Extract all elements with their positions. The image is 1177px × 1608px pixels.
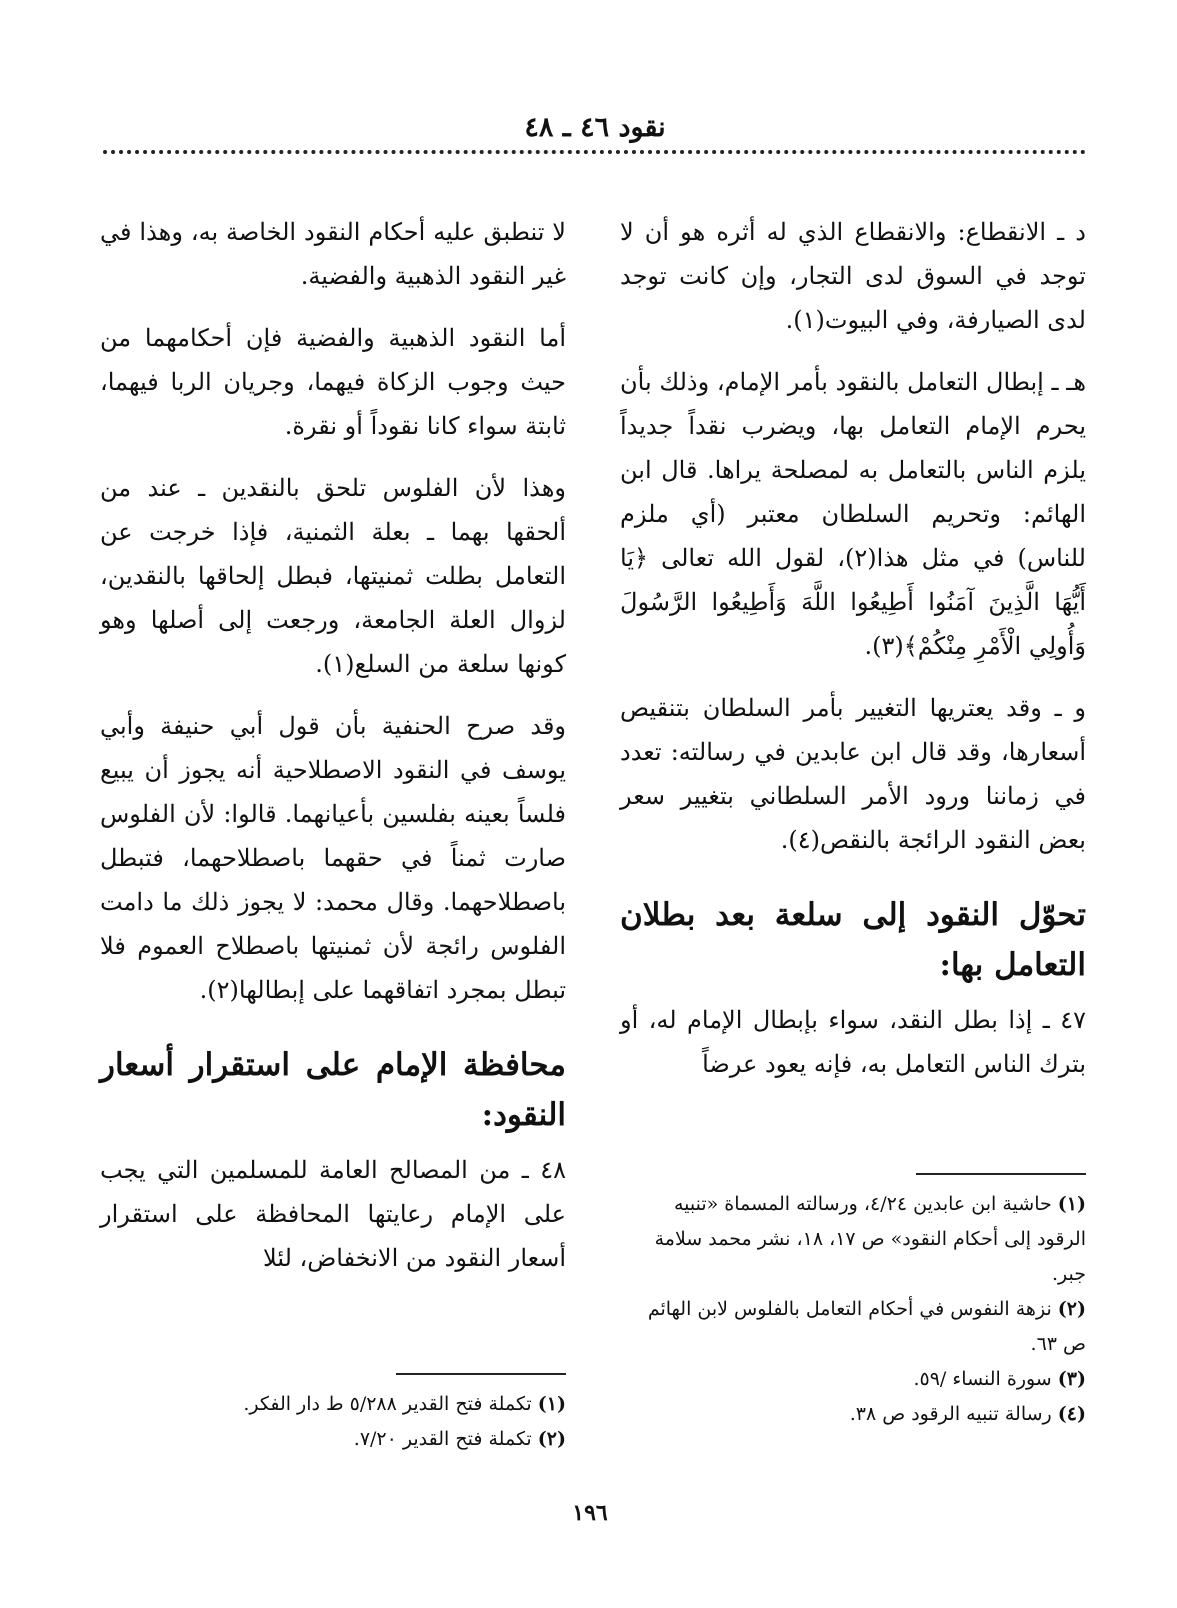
header-dotted-rule (103, 150, 1086, 154)
running-header: نقود ٤٦ ـ ٤٨ (524, 112, 666, 143)
page-number: ١٩٦ (572, 1500, 608, 1526)
footnote: (٣) سورة النساء /٥٩. (913, 1368, 1086, 1390)
paragraph-ibtal: هـ ـ إبطال التعامل بالنقود بأمر الإمام، وذلك بأن يحرم الإمام التعامل بها، ويضرب نقداً جديداً يلزم الناس بالتعامل به لمصلحة يراها. قال ابن الهائم: وتحريم السلطان معتبر (أي ملزم للناس) في مثل هذا(٢)، لقول الله تعالى ﴿يَا أَيُّهَا الَّذِينَ آمَنُوا أَطِيعُوا اللَّهَ وَأَطِيعُوا الرَّسُولَ وَأُولِي الْأَمْرِ مِنْكُمْ﴾(٣). (620, 368, 1086, 660)
footnote-separator (916, 1173, 1086, 1175)
left-column (100, 210, 566, 1298)
footnote: (١) تكملة فتح القدير ٥/٢٨٨ ط دار الفكر. (243, 1393, 566, 1415)
paragraph-hanafiyya: وقد صرح الحنفية بأن قول أبي حنيفة وأبي يوسف في النقود الاصطلاحية أنه يجوز أن يبيع فلساً بعينه بفلسين بأعيانهما. قالوا: لأن الفلوس صارت ثمناً في حقهما باصطلاحهما، فتبطل باصطلاحهما. وقال محمد: لا يجوز ذلك ما دامت الفلوس رائجة لأن ثمنيتها باصطلاح العموم فلا تبطل بمجرد اتفاقهما على إبطالها(٢). (100, 712, 566, 1004)
footnote-separator (396, 1373, 566, 1375)
paragraph-naqdain: أما النقود الذهبية والفضية فإن أحكامهما من حيث وجوب الزكاة فيهما، وجريان الربا فيهما، ثابتة سواء كانا نقوداً أو نقرة. (100, 324, 566, 440)
paragraph-48: ٤٨ ـ من المصالح العامة للمسلمين التي يجب على الإمام رعايتها المحافظة على استقرار أسعار النقود من الانخفاض، لئلا (100, 1156, 566, 1272)
section-heading-muhafaza: محافظة الإمام على استقرار أسعار النقود: (100, 1047, 566, 1133)
paragraph-continuation: لا تنطبق عليه أحكام النقود الخاصة به، وهذا في غير النقود الذهبية والفضية. (100, 218, 566, 290)
right-column (620, 210, 1086, 1104)
footnotes-right (620, 1173, 1086, 1432)
footnote: (٤) رسالة تنبيه الرقود ص ٣٨. (849, 1403, 1086, 1425)
paragraph-47: ٤٧ ـ إذا بطل النقد، سواء بإبطال الإمام له، أو بترك الناس التعامل به، فإنه يعود عرضاً (620, 1006, 1086, 1078)
section-heading-tahawwul: تحوّل النقود إلى سلعة بعد بطلان التعامل بها: (620, 897, 1086, 983)
paragraph-taghyir: و ـ وقد يعتريها التغيير بأمر السلطان بتنقيص أسعارها، وقد قال ابن عابدين في رسالته: تعدد في زماننا ورود الأمر السلطاني بتغيير سعر بعض النقود الرائجة بالنقص(٤). (620, 694, 1086, 854)
paragraph-fulus: وهذا لأن الفلوس تلحق بالنقدين ـ عند من ألحقها بهما ـ بعلة الثمنية، فإذا خرجت عن التعامل بطلت ثمنيتها، فبطل إلحاقها بالنقدين، لزوال العلة الجامعة، ورجعت إلى أصلها وهو كونها سلعة من السلع(١). (100, 474, 567, 678)
footnote: (١) حاشية ابن عابدين ٤/٢٤، ورسالته المسماة «تنبيه الرقود إلى أحكام النقود» ص ١٧، ١٨، نشر محمد سلامة جبر. (654, 1193, 1086, 1285)
footnote: (٢) نزهة النفوس في أحكام التعامل بالفلوس لابن الهائم ص ٦٣. (647, 1298, 1086, 1355)
footnotes-left (100, 1373, 566, 1457)
footnote: (٢) تكملة فتح القدير ٧/٢٠. (353, 1428, 566, 1450)
paragraph-inqitaa: د ـ الانقطاع: والانقطاع الذي له أثره هو أن لا توجد في السوق لدى التجار، وإن كانت توجد لدى الصيارفة، وفي البيوت(١). (620, 218, 1086, 334)
